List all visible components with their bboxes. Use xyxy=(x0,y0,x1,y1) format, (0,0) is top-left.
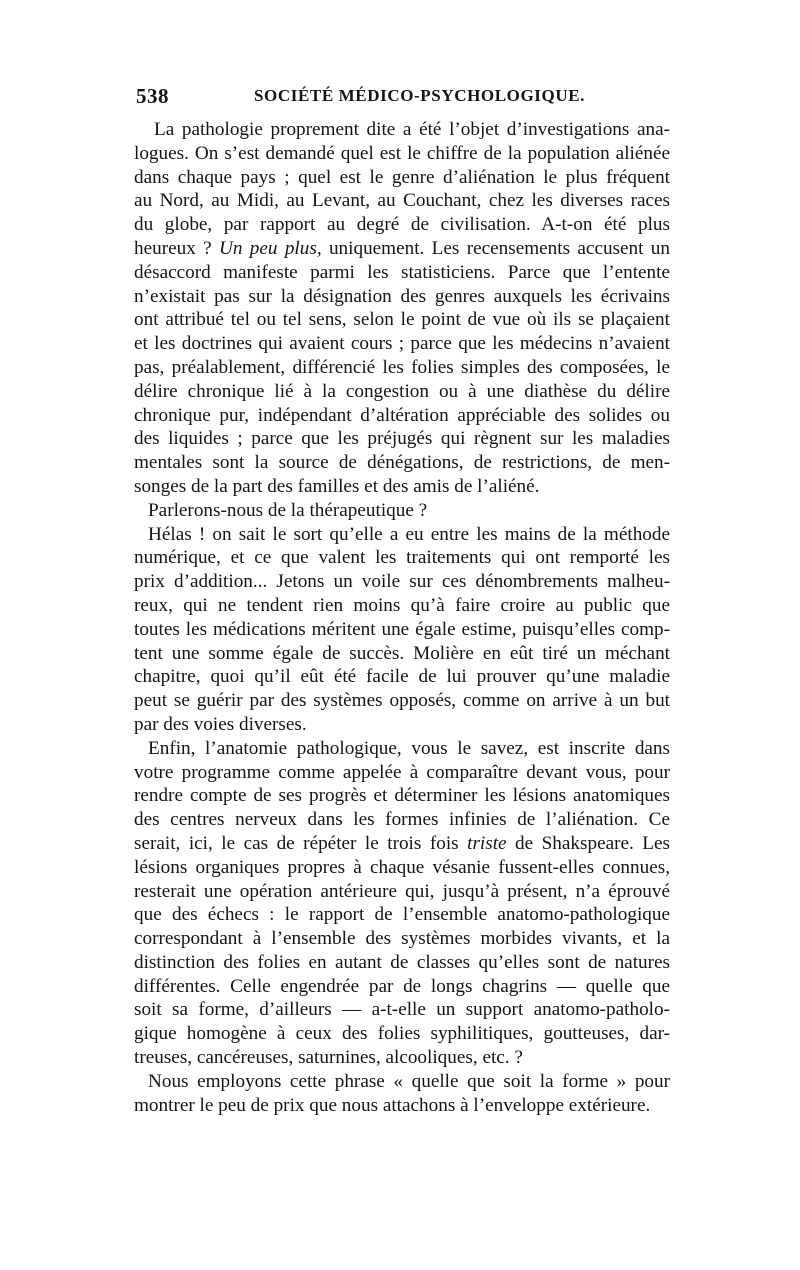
text-line: La pathologie proprement dite a été l’objet d’investigations ana- xyxy=(154,119,670,140)
text-fragment: heureux ? xyxy=(134,237,212,259)
text-line: dans chaque pays ; quel est le genre d’aliénation le plus fréquent xyxy=(134,166,670,188)
text-fragment: de Shakspeare. Les xyxy=(506,832,670,854)
text-line: du globe, par rapport au degré de civilisation. A-t-on été plus xyxy=(134,214,670,236)
text-line: différentes. Celle engendrée par de longs chagrins — quelle que xyxy=(134,975,670,997)
text-line: ont attribué tel ou tel sens, selon le point de vue où ils se plaçaient xyxy=(134,309,670,331)
text-line: soit sa forme, d’ailleurs — a-t-elle un support anatomo-patholo- xyxy=(134,999,670,1021)
text-line: correspondant à l’ensemble des systèmes morbides vivants, et la xyxy=(134,928,670,950)
text-line: reux, qui ne tendent rien moins qu’à faire croire au public que xyxy=(134,594,670,616)
text-line: treuses, cancéreuses, saturnines, alcooliques, etc. ? xyxy=(134,1047,523,1069)
text-line: chronique pur, indépendant d’altération appréciable des solides ou xyxy=(134,404,670,426)
text-line: Parlerons-nous de la thérapeutique ? xyxy=(148,499,428,521)
text-line: par des voies diverses. xyxy=(134,713,307,735)
text-line: Enfin, l’anatomie pathologique, vous le savez, est inscrite dans xyxy=(148,737,670,759)
text-line: resterait une opération antérieure qui, jusqu’à présent, n’a éprouvé xyxy=(134,880,670,902)
text-line: chapitre, quoi qu’il eût été facile de lui prouver qu’une maladie xyxy=(134,666,670,688)
text-line: peut se guérir par des systèmes opposés, comme on arrive à un but xyxy=(134,690,670,712)
text-line: numérique, et ce que valent les traitements qui ont remporté les xyxy=(134,547,670,569)
text-line: montrer le peu de prix que nous attachons à l’enveloppe extérieure. xyxy=(134,1094,651,1116)
text-line: songes de la part des familles et des amis de l’aliéné. xyxy=(134,475,540,497)
text-line: votre programme comme appelée à comparaître devant vous, pour xyxy=(134,761,670,783)
text-line-mixed xyxy=(134,237,670,261)
text-line: logues. On s’est demandé quel est le chiffre de la population aliénée xyxy=(134,142,670,164)
text-line: délire chronique lié à la congestion ou à une diathèse du délire xyxy=(134,380,670,402)
text-line: gique homogène à ceux des folies syphilitiques, goutteuses, dar- xyxy=(134,1023,670,1045)
page-header xyxy=(132,84,672,114)
text-fragment: uniquement. Les recensements accusent un xyxy=(321,237,670,259)
text-line: des liquides ; parce que les préjugés qui règnent sur les maladies xyxy=(134,428,670,450)
text-line: lésions organiques propres à chaque vésanie fussent-elles connues, xyxy=(134,856,670,878)
text-line: mentales sont la source de dénégations, de restrictions, de men- xyxy=(134,452,670,474)
running-head: SOCIÉTÉ MÉDICO-PSYCHOLOGIQUE. xyxy=(254,86,586,105)
text-line: des centres nerveux dans les formes infinies de l’aliénation. Ce xyxy=(134,809,670,831)
text-line: Nous employons cette phrase « quelle que soit la forme » pour xyxy=(148,1070,670,1092)
text-line: tent une somme égale de succès. Molière en eût tiré un méchant xyxy=(134,642,670,664)
text-line: Hélas ! on sait le sort qu’elle a eu entre les mains de la méthode xyxy=(148,523,670,545)
text-line: au Nord, au Midi, au Levant, au Couchant, chez les diverses races xyxy=(134,190,670,212)
italic-word: triste xyxy=(467,832,507,854)
text-line: pas, préalablement, différencié les folies simples des composées, le xyxy=(134,356,670,378)
text-line: que des échecs : le rapport de l’ensemble anatomo-pathologique xyxy=(134,904,670,926)
text-fragment: serait, ici, le cas de répéter le trois fois xyxy=(134,832,459,854)
italic-phrase: Un peu plus, xyxy=(219,237,322,259)
text-line: distinction des folies en autant de classes qu’elles sont de natures xyxy=(134,951,670,973)
text-line-mixed xyxy=(134,832,670,856)
text-line: prix d’addition... Jetons un voile sur ces dénombrements malheu- xyxy=(134,571,670,593)
text-line: rendre compte de ses progrès et déterminer les lésions anatomiques xyxy=(134,785,670,807)
text-line: et les doctrines qui avaient cours ; parce que les médecins n’avaient xyxy=(134,333,670,355)
text-line: désaccord manifeste parmi les statisticiens. Parce que l’entente xyxy=(134,261,670,283)
text-line: n’existait pas sur la désignation des genres auxquels les écrivains xyxy=(134,285,670,307)
page-number: 538 xyxy=(136,84,169,108)
body-text xyxy=(134,118,670,1117)
text-line: toutes les médications méritent une égale estime, puisqu’elles comp- xyxy=(134,618,670,640)
